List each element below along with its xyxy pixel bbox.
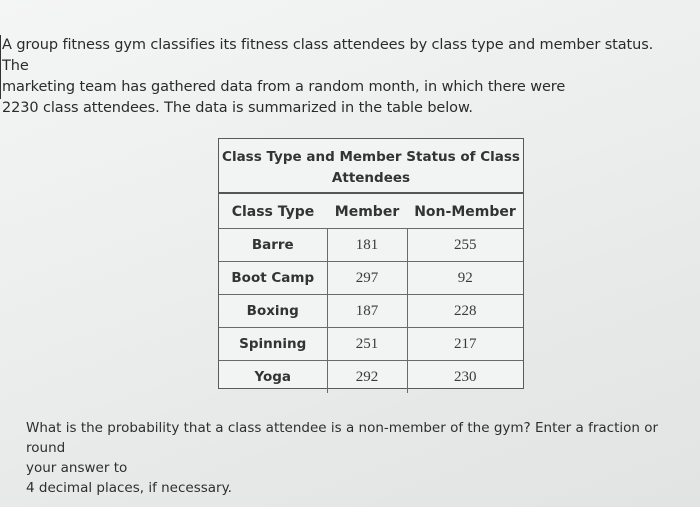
table-caption (219, 139, 523, 194)
question-line-3: 4 decimal places, if necessary. (26, 480, 232, 496)
intro-line-2: marketing team has gathered data from a random month, in which there were (2, 79, 566, 95)
non-member-cell: 228 (407, 295, 523, 328)
table-row (219, 229, 523, 262)
intro-line-1: A group fitness gym classifies its fitness class attendees by class type and member status. The (2, 37, 654, 74)
non-member-cell: 255 (407, 229, 523, 262)
table-row (219, 328, 523, 361)
member-cell: 251 (327, 328, 407, 361)
data-table (219, 196, 523, 393)
non-member-cell: 230 (454, 368, 477, 385)
table-caption-line-2: Attendees (331, 170, 411, 186)
question-line-2: your answer to (26, 460, 128, 476)
header-member: Member (327, 196, 407, 229)
member-cell: 292 (327, 361, 407, 394)
non-member-cell: 92 (407, 262, 523, 295)
class-type-cell: Boot Camp (219, 262, 327, 295)
member-cell: 181 (327, 229, 407, 262)
attendee-table (218, 138, 524, 389)
member-cell: 297 (327, 262, 407, 295)
header-non-member: Non-Member (407, 196, 523, 229)
class-type-cell: Boxing (219, 295, 327, 328)
header-row (219, 196, 523, 229)
table-row (219, 361, 523, 394)
text-selection-bar (0, 35, 1, 99)
table-row (219, 262, 523, 295)
class-type-cell: Spinning (219, 328, 327, 361)
intro-line-3: 2230 class attendees. The data is summarized in the table below. (2, 100, 473, 116)
table-row (219, 295, 523, 328)
table-caption-line-1: Class Type and Member Status of Class (222, 149, 520, 165)
intro-paragraph (2, 35, 682, 119)
non-member-cell: 217 (407, 328, 523, 361)
question-line-1: What is the probability that a class attendee is a non-member of the gym? Enter a fraction or round (26, 420, 659, 456)
header-class-type: Class Type (219, 196, 327, 229)
class-type-cell: Barre (219, 229, 327, 262)
question-prompt (26, 418, 686, 498)
class-type-cell: Yoga (219, 361, 327, 394)
member-cell: 187 (327, 295, 407, 328)
